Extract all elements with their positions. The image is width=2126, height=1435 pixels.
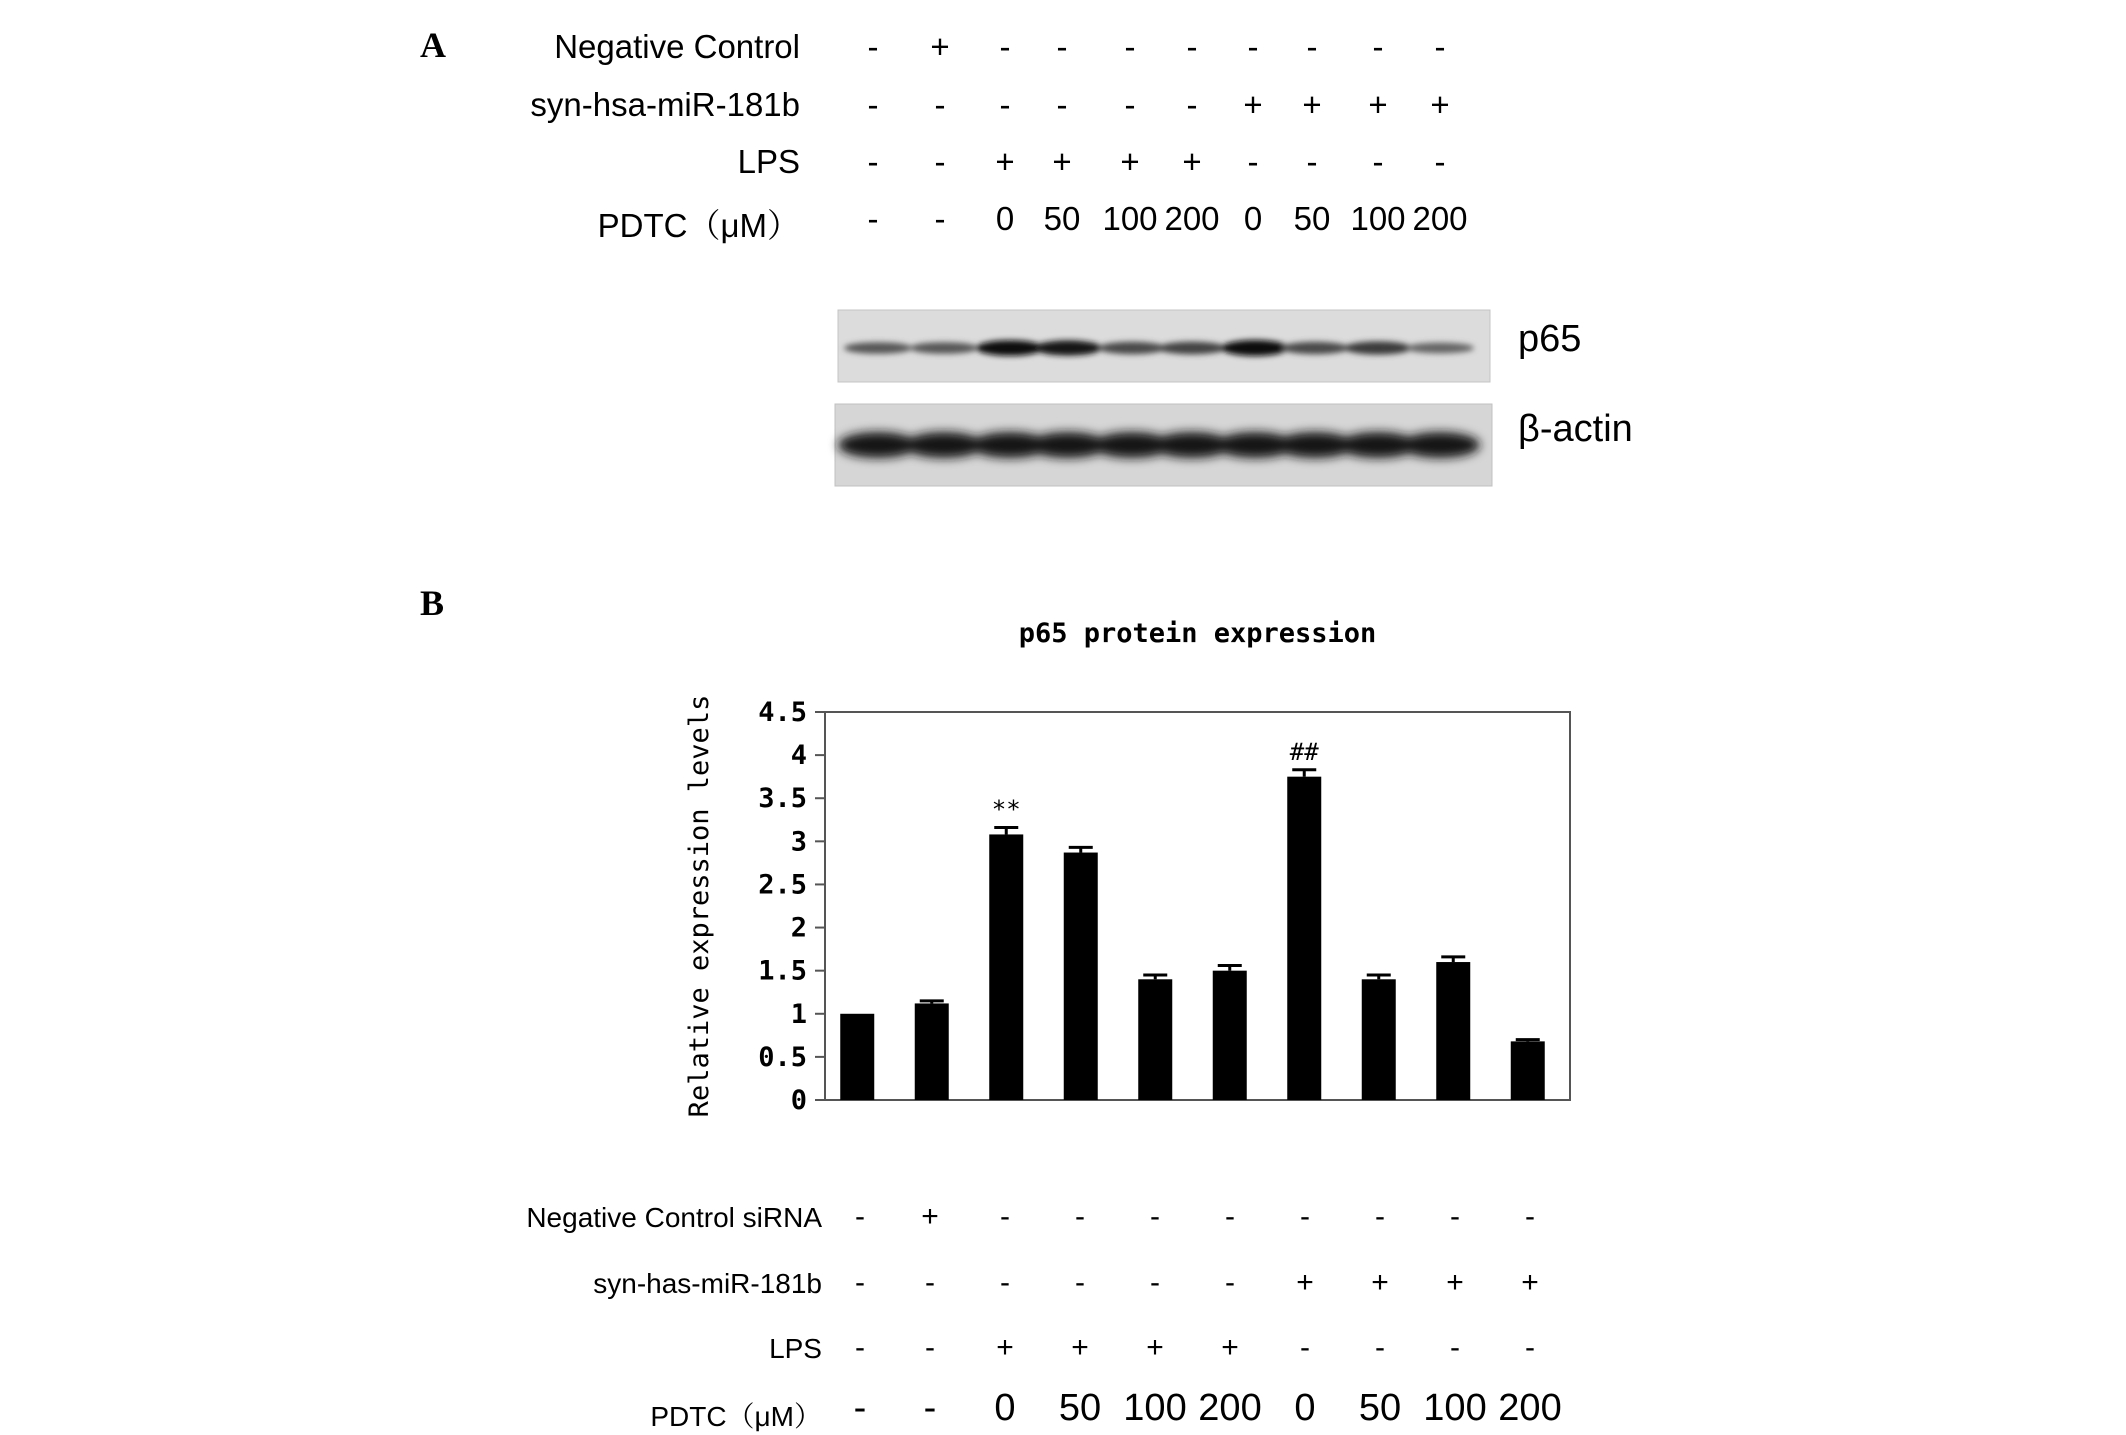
panel-a-row-label: LPS xyxy=(737,143,800,180)
panel-a-cell: 50 xyxy=(1293,200,1331,237)
panel-a-cell: 0 xyxy=(1243,200,1263,237)
y-tick-label: 4.5 xyxy=(758,697,807,728)
panel-b-cell: - xyxy=(1525,1200,1535,1233)
panel-b-cell: 200 xyxy=(1498,1387,1562,1429)
panel-a-cell: - xyxy=(1434,28,1446,65)
panel-a-cell: - xyxy=(867,86,879,123)
panel-b-cell: 100 xyxy=(1123,1387,1187,1429)
bar xyxy=(840,1014,874,1100)
panel-b-cell: 50 xyxy=(1058,1387,1102,1429)
panel-b-cell: 200 xyxy=(1198,1387,1262,1429)
panel-b-cell: - xyxy=(1150,1200,1160,1233)
panel-a-cell: - xyxy=(1124,86,1136,123)
panel-b-cell: - xyxy=(1450,1200,1460,1233)
western-blot xyxy=(0,0,2126,520)
beta-actin-blot-label: β-actin xyxy=(1518,408,1633,450)
panel-a-cell: - xyxy=(1056,28,1068,65)
panel-b-cell: - xyxy=(855,1331,865,1364)
panel-b-row-label: Negative Control siRNA xyxy=(526,1202,822,1233)
panel-b-cell: - xyxy=(1525,1331,1535,1364)
significance-marker: ** xyxy=(991,795,1021,824)
bar xyxy=(1213,971,1247,1100)
panel-a-cell: + xyxy=(1243,86,1263,123)
panel-b-cell: - xyxy=(925,1331,935,1364)
p65-band xyxy=(1158,342,1226,355)
panel-b-cell: 50 xyxy=(1358,1387,1402,1429)
p65-band xyxy=(1344,341,1412,354)
panel-b-cell: - xyxy=(1150,1266,1160,1299)
bar xyxy=(989,834,1023,1100)
panel-a-cell: - xyxy=(1306,143,1318,180)
beta-actin-blot-strip xyxy=(835,404,1492,486)
panel-b-cell: + xyxy=(1296,1266,1314,1299)
y-tick-label: 3.5 xyxy=(758,783,807,815)
panel-b-cell: - xyxy=(1300,1200,1310,1233)
p65-band xyxy=(1406,343,1474,354)
panel-b-letter: B xyxy=(420,583,445,623)
panel-b-cell: + xyxy=(1371,1266,1389,1299)
y-tick-label: 0 xyxy=(790,1085,807,1116)
panel-b-cell: + xyxy=(1521,1266,1539,1299)
panel-b-cell: 100 xyxy=(1423,1387,1487,1429)
panel-a-cell: - xyxy=(999,28,1011,65)
panel-a-cell: 0 xyxy=(995,200,1015,237)
panel-b-cell: - xyxy=(853,1387,867,1429)
panel-b-cell: - xyxy=(1300,1331,1310,1364)
panel-a-cell: + xyxy=(1120,143,1140,180)
y-tick-label: 3 xyxy=(790,826,807,858)
panel-a-cell: - xyxy=(1434,143,1446,180)
panel-a-cell: - xyxy=(934,200,946,237)
p65-band xyxy=(1098,342,1166,354)
panel-b-cell: + xyxy=(996,1331,1014,1364)
panel-b-cell: + xyxy=(1146,1331,1164,1364)
panel-a-cell: - xyxy=(1247,143,1259,180)
y-tick-label: 1.5 xyxy=(758,955,807,987)
panel-a-cell: - xyxy=(1056,86,1068,123)
panel-b-cell: - xyxy=(1375,1331,1385,1364)
panel-a-cell: - xyxy=(999,86,1011,123)
panel-a-cell: + xyxy=(1052,143,1072,180)
panel-a-row-label: syn-hsa-miR-181b xyxy=(530,86,800,123)
y-axis-label: Relative expression levels xyxy=(684,694,715,1118)
y-tick-label: 2 xyxy=(790,912,807,944)
panel-a-cell: - xyxy=(1186,28,1198,65)
y-tick-label: 0.5 xyxy=(758,1041,807,1073)
beta-actin-band xyxy=(1400,432,1480,458)
panel-a-cell: - xyxy=(934,86,946,123)
panel-a-cell: + xyxy=(1430,86,1450,123)
panel-a-cell: - xyxy=(1372,28,1384,65)
panel-b-cell: - xyxy=(1450,1331,1460,1364)
panel-a-cell: - xyxy=(1372,143,1384,180)
panel-a-row-label: Negative Control xyxy=(554,28,800,65)
p65-band xyxy=(1221,340,1289,356)
p65-band xyxy=(910,342,978,354)
p65-band xyxy=(976,340,1044,356)
y-tick-label: 1 xyxy=(790,998,807,1030)
panel-a-cell: 200 xyxy=(1164,200,1220,237)
panel-a-cell: + xyxy=(995,143,1015,180)
p65-band xyxy=(1034,340,1102,355)
panel-b-cell: - xyxy=(1225,1200,1235,1233)
panel-b-cell: + xyxy=(1221,1331,1239,1364)
bar xyxy=(1362,979,1396,1100)
panel-a-cell: - xyxy=(867,28,879,65)
bar xyxy=(1436,962,1470,1100)
panel-b-cell: + xyxy=(1446,1266,1464,1299)
panel-b-cell: - xyxy=(855,1266,865,1299)
panel-a-row-label: PDTC（μM） xyxy=(597,207,800,244)
panel-b-row-label: LPS xyxy=(769,1333,822,1364)
bar xyxy=(915,1003,949,1100)
p65-blot-label: p65 xyxy=(1518,318,1582,360)
panel-b-cell: - xyxy=(923,1387,937,1429)
panel-a-cell: + xyxy=(930,28,950,65)
panel-a-cell: 100 xyxy=(1350,200,1406,237)
panel-a-cell: 200 xyxy=(1412,200,1468,237)
panel-b-cell: - xyxy=(1075,1200,1085,1233)
panel-b-cell: + xyxy=(921,1200,939,1233)
y-tick-label: 2.5 xyxy=(758,869,807,901)
panel-a-cell: + xyxy=(1182,143,1202,180)
p65-bar-chart xyxy=(0,600,2126,1140)
significance-marker: ## xyxy=(1289,737,1319,766)
bar xyxy=(1511,1041,1545,1100)
panel-b-cell: 0 xyxy=(1294,1387,1316,1429)
panel-b-cell: + xyxy=(1071,1331,1089,1364)
bar xyxy=(1064,853,1098,1100)
panel-b-cell: - xyxy=(1000,1200,1010,1233)
p65-band xyxy=(844,342,912,354)
panel-b-cell: - xyxy=(1375,1200,1385,1233)
y-tick-label: 4 xyxy=(790,740,807,772)
p65-blot-strip xyxy=(838,310,1490,382)
panel-b-cell: - xyxy=(855,1200,865,1233)
panel-b-row-label: PDTC（μM） xyxy=(650,1401,822,1432)
panel-a-cell: - xyxy=(867,200,879,237)
panel-a-cell: + xyxy=(1368,86,1388,123)
panel-a-cell: 100 xyxy=(1102,200,1158,237)
panel-a-cell: - xyxy=(934,143,946,180)
panel-b-cell: - xyxy=(1075,1266,1085,1299)
panel-b-cell: - xyxy=(1000,1266,1010,1299)
panel-a-cell: - xyxy=(1306,28,1318,65)
panel-a-letter: A xyxy=(420,25,446,65)
bar xyxy=(1138,979,1172,1100)
panel-a-cell: 50 xyxy=(1043,200,1081,237)
panel-a-cell: - xyxy=(1186,86,1198,123)
panel-a-cell: + xyxy=(1302,86,1322,123)
p65-band xyxy=(1281,342,1349,354)
panel-a-cell: - xyxy=(1247,28,1259,65)
chart-title: p65 protein expression xyxy=(1018,618,1377,649)
bar xyxy=(1287,777,1321,1100)
panel-b-cell: - xyxy=(1225,1266,1235,1299)
panel-a-cell: - xyxy=(1124,28,1136,65)
panel-b-cell: 0 xyxy=(994,1387,1016,1429)
panel-b-row-label: syn-has-miR-181b xyxy=(593,1268,822,1299)
panel-b-cell: - xyxy=(925,1266,935,1299)
panel-a-cell: - xyxy=(867,143,879,180)
